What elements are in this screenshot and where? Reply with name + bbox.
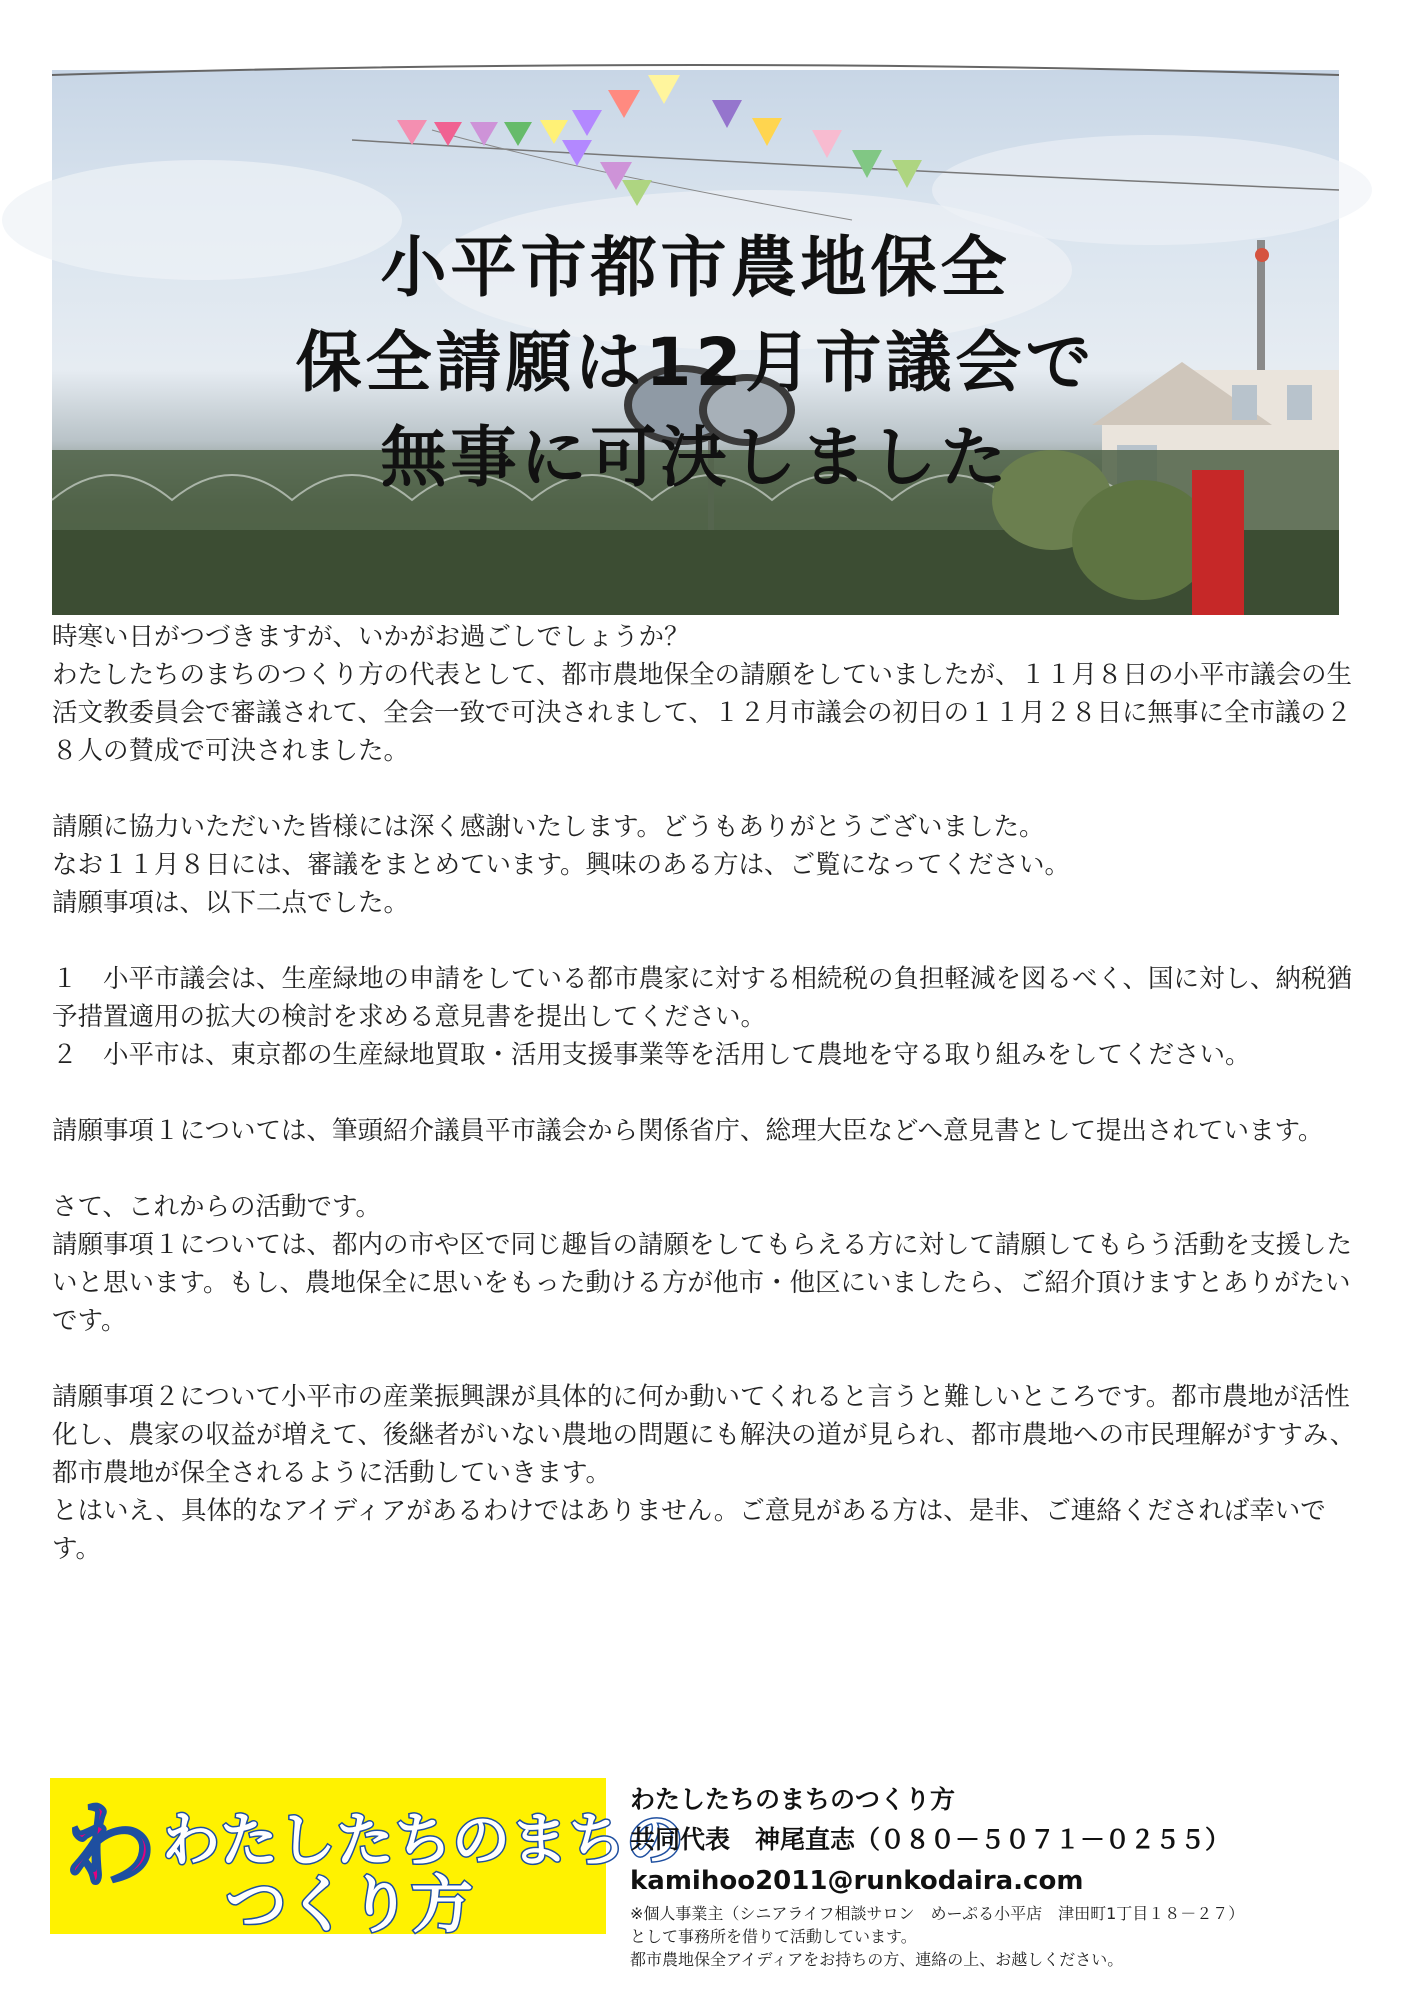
logo-artwork (50, 1778, 685, 1941)
item-1-status-paragraph: 請願事項１については、筆頭紹介議員平市議会から関係省庁、総理大臣などへ意見書として提出されています。 (52, 1116, 1324, 1146)
paragraph-spacer (52, 1340, 1364, 1378)
greeting-paragraph: 時寒い日がつづきますが、いかがお過ごしでしょうか？ (52, 622, 690, 652)
paragraph-spacer (52, 1150, 1364, 1188)
petition-item-1: １ 小平市議会は、生産緑地の申請をしている都市農家に対する相続税の負担軽減を図るべく、国に対し、納税猶予措置適用の拡大の検討を求める意見書を提出してください。 (52, 964, 1352, 1032)
organization-name: わたしたちのまちのつくり方 (630, 1785, 956, 1814)
summary-note-paragraph: なお１１月８日には、審議をまとめています。興味のある方は、ご覧になってください。 (52, 850, 1070, 880)
logo-line-2: つくり方 (225, 1868, 474, 1941)
hero-photo (52, 70, 1339, 615)
svg-text:わ: わ (64, 1793, 157, 1900)
paragraph-spacer (52, 1074, 1364, 1112)
representative-phone: 共同代表 神尾直志（０８０－５０７１－０２５５） (630, 1825, 1231, 1854)
hero-title-line-2: 保全請願は12月市議会で (295, 324, 1096, 401)
thanks-paragraph: 請願に協力いただいた皆様には深く感謝いたします。どうもありがとうございました。 (52, 812, 1045, 842)
hero-title (52, 220, 1339, 505)
office-note-line-1: ※個人事業主（シニアライフ相談サロン めーぷる小平店 津田町1丁目１８－２７） (630, 1904, 1245, 1923)
article-body (52, 618, 1364, 1568)
intro-paragraph: わたしたちのまちのつくり方の代表として、都市農地保全の請願をしていましたが、１１月８日の小平市議会の生活文教委員会で審議されて、全会一致で可決されまして、１２月市議会の初日の１１月２８日に無事に全市議の２８人の賛成で可決されました。 (52, 660, 1352, 766)
organization-logo (50, 1778, 685, 1941)
contact-block (630, 1780, 1370, 1971)
item-2-plan-paragraph: 請願事項２について小平市の産業振興課が具体的に何か動いてくれると言うと難しいところです。都市農地が活性化し、農家の収益が増えて、後継者がいない農地の問題にも解決の道が見られ、都市農地への市民理解がすすみ、都市農地が保全されるように活動していきます。 (52, 1382, 1356, 1488)
item-1-plan-paragraph: 請願事項１については、都内の市や区で同じ趣旨の請願をしてもらえる方に対して請願してもらう活動を支援したいと思います。もし、農地保全に思いをもった動ける方が他市・他区にいましたら、ご紹介頂けますとありがたいです。 (52, 1230, 1352, 1336)
closing-paragraph: とはいえ、具体的なアイディアがあるわけではありません。ご意見がある方は、是非、ご連絡くだされば幸いです。 (52, 1496, 1326, 1564)
petition-item-2: ２ 小平市は、東京都の生産緑地買取・活用支援事業等を活用して農地を守る取り組みをしてください。 (52, 1040, 1251, 1070)
petition-items-heading: 請願事項は、以下二点でした。 (52, 888, 410, 918)
office-note-line-3: 都市農地保全アイディアをお持ちの方、連絡の上、お越しください。 (630, 1950, 1124, 1969)
contact-email[interactable]: kamihoo2011@runkodaira.com (630, 1866, 1084, 1896)
next-activities-heading: さて、これからの活動です。 (52, 1192, 381, 1222)
paragraph-spacer (52, 770, 1364, 808)
office-note-line-2: として事務所を借りて活動しています。 (630, 1927, 917, 1946)
paragraph-spacer (52, 922, 1364, 960)
logo-line-1: わたしたちのまちの (162, 1806, 685, 1874)
hero-title-line-3: 無事に可決しました (380, 419, 1011, 496)
bunting-flags (397, 75, 922, 206)
hero-title-line-1: 小平市都市農地保全 (380, 229, 1011, 306)
